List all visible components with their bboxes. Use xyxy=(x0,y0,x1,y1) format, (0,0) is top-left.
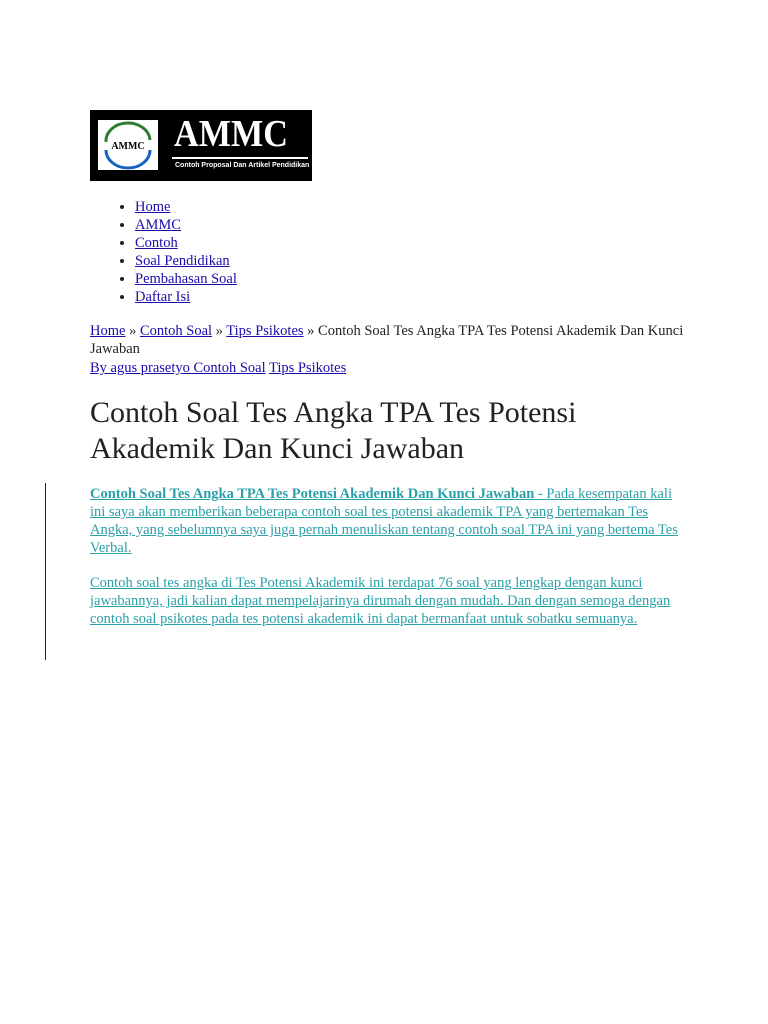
breadcrumb-separator: » xyxy=(307,323,315,339)
nav-item-home xyxy=(135,198,237,216)
breadcrumb xyxy=(90,322,690,358)
body-paragraph xyxy=(90,574,690,628)
intro-link-title: Contoh Soal Tes Angka TPA Tes Potensi Akademik Dan Kunci Jawaban xyxy=(90,486,535,502)
body-paragraph-link[interactable]: Contoh soal tes angka di Tes Potensi Akademik ini terdapat 76 soal yang lengkap dengan kunci jawabannya, jadi kalian dapat mempelajarinya dirumah dengan mudah. Dan dengan semoga dengan contoh soal psikotes pada tes potensi akademik ini dapat bermanfaat untuk sobatku semuanya. xyxy=(90,575,671,627)
nav-link-soal-pendidikan[interactable]: Soal Pendidikan xyxy=(135,253,230,269)
intro-link[interactable] xyxy=(90,486,678,556)
nav-link-pembahasan-soal[interactable]: Pembahasan Soal xyxy=(135,271,237,287)
nav-item-contoh xyxy=(135,234,237,252)
nav-item-soal-pendidikan xyxy=(135,252,237,270)
tag-link[interactable]: Tips Psikotes xyxy=(268,360,347,376)
main-nav xyxy=(90,198,237,306)
nav-link-ammc[interactable]: AMMC xyxy=(135,217,181,233)
site-logo[interactable] xyxy=(90,110,312,181)
intro-link-text: - Pada kesempatan kali ini saya akan memberikan beberapa contoh soal tes potensi akademik TPA yang bertemakan Tes Angka, yang sebelumnya saya juga pernah menuliskan tentang contoh soal TPA ini yang bertema Tes Verbal. xyxy=(90,486,678,556)
post-byline xyxy=(90,359,346,377)
intro-paragraph xyxy=(90,485,690,557)
logo-emblem-text: AMMC xyxy=(111,141,145,152)
logo-tagline: Contoh Proposal Dan Artikel Pendidikan xyxy=(175,162,310,169)
nav-link-daftar-isi[interactable]: Daftar Isi xyxy=(135,289,191,305)
breadcrumb-category[interactable]: Contoh Soal xyxy=(139,323,213,339)
ammc-emblem-icon xyxy=(98,120,158,170)
nav-link-contoh[interactable]: Contoh xyxy=(135,235,178,251)
content-left-border xyxy=(45,483,46,660)
breadcrumb-subcategory[interactable]: Tips Psikotes xyxy=(226,323,304,339)
breadcrumb-current: Contoh Soal Tes Angka TPA Tes Potensi Akademik Dan Kunci Jawaban xyxy=(90,323,684,357)
logo-title: AMMC xyxy=(174,113,288,155)
author-link[interactable]: By agus prasetyo Contoh Soal xyxy=(90,360,266,376)
nav-link-home[interactable]: Home xyxy=(135,199,171,215)
logo-divider xyxy=(172,157,308,159)
nav-item-pembahasan-soal xyxy=(135,270,237,288)
post-title: Contoh Soal Tes Angka TPA Tes Potensi Akademik Dan Kunci Jawaban xyxy=(90,396,577,465)
nav-item-ammc xyxy=(135,216,237,234)
breadcrumb-separator: » xyxy=(129,323,137,339)
nav-item-daftar-isi xyxy=(135,288,237,306)
breadcrumb-separator: » xyxy=(215,323,223,339)
breadcrumb-home[interactable]: Home xyxy=(90,323,126,339)
